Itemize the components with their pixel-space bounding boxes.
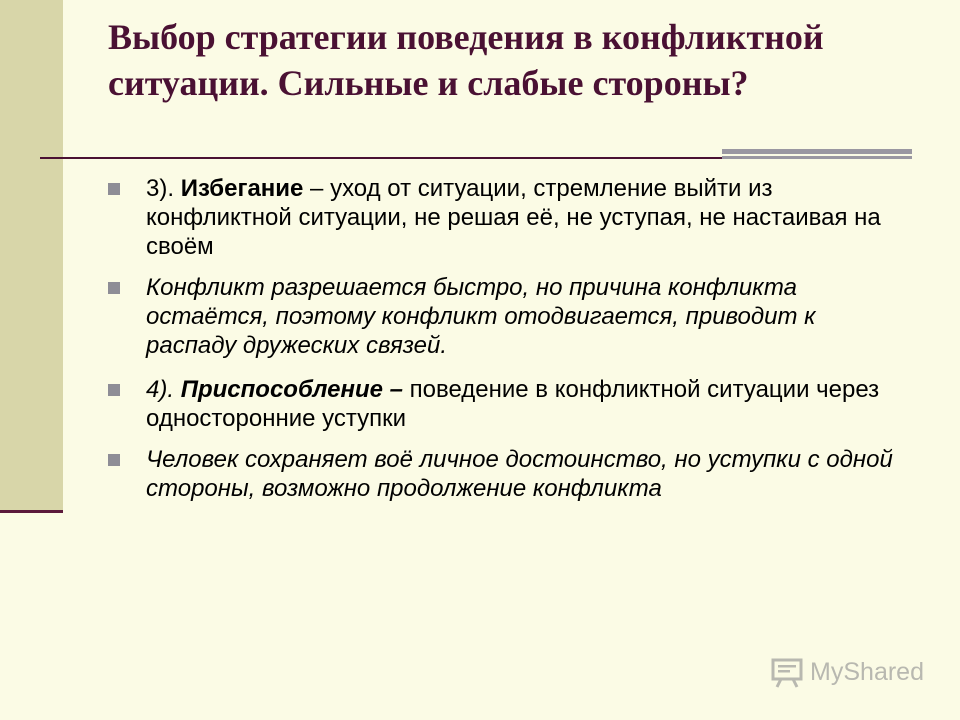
title-divider-line (40, 157, 740, 159)
bullet-square-icon (108, 183, 120, 195)
bullet-item-term: Избегание (180, 175, 304, 202)
left-accent-band (0, 0, 63, 512)
bullet-item-text: поведение в конфликтной ситуации через односторонние уступки (146, 376, 880, 432)
bullet-item (108, 174, 898, 261)
presentation-board-icon (770, 655, 804, 689)
bullet-list (108, 174, 898, 516)
bullet-item-prefix: 3). (146, 175, 181, 202)
watermark-text: MyShared (810, 657, 924, 686)
bullet-item-text: Человек сохраняет воё личное достоинство, но уступки с одной стороны, возможно продолжение конфликта (146, 446, 893, 502)
bullet-square-icon (108, 454, 120, 466)
slide-title: Выбор стратегии поведения в конфликтной ситуации. Сильные и слабые стороны? (108, 17, 824, 103)
bullet-item (108, 273, 898, 360)
title-divider-grey-bar-gap (722, 154, 912, 156)
bullet-item-prefix: 4). (146, 376, 181, 403)
left-accent-underline (0, 510, 63, 513)
bullet-item-text: Конфликт разрешается быстро, но причина конфликта остаётся, поэтому конфликт отодвигается, приводит к распаду дружеских связей. (146, 274, 816, 359)
bullet-item-term: Приспособление – (180, 376, 403, 403)
bullet-item (108, 375, 898, 433)
bullet-item-text: – уход от ситуации, стремление выйти из конфликтной ситуации, не решая её, не уступая, не настаивая на своём (146, 175, 881, 260)
watermark (770, 655, 924, 689)
bullet-square-icon (108, 384, 120, 396)
bullet-item (108, 445, 898, 503)
bullet-square-icon (108, 282, 120, 294)
